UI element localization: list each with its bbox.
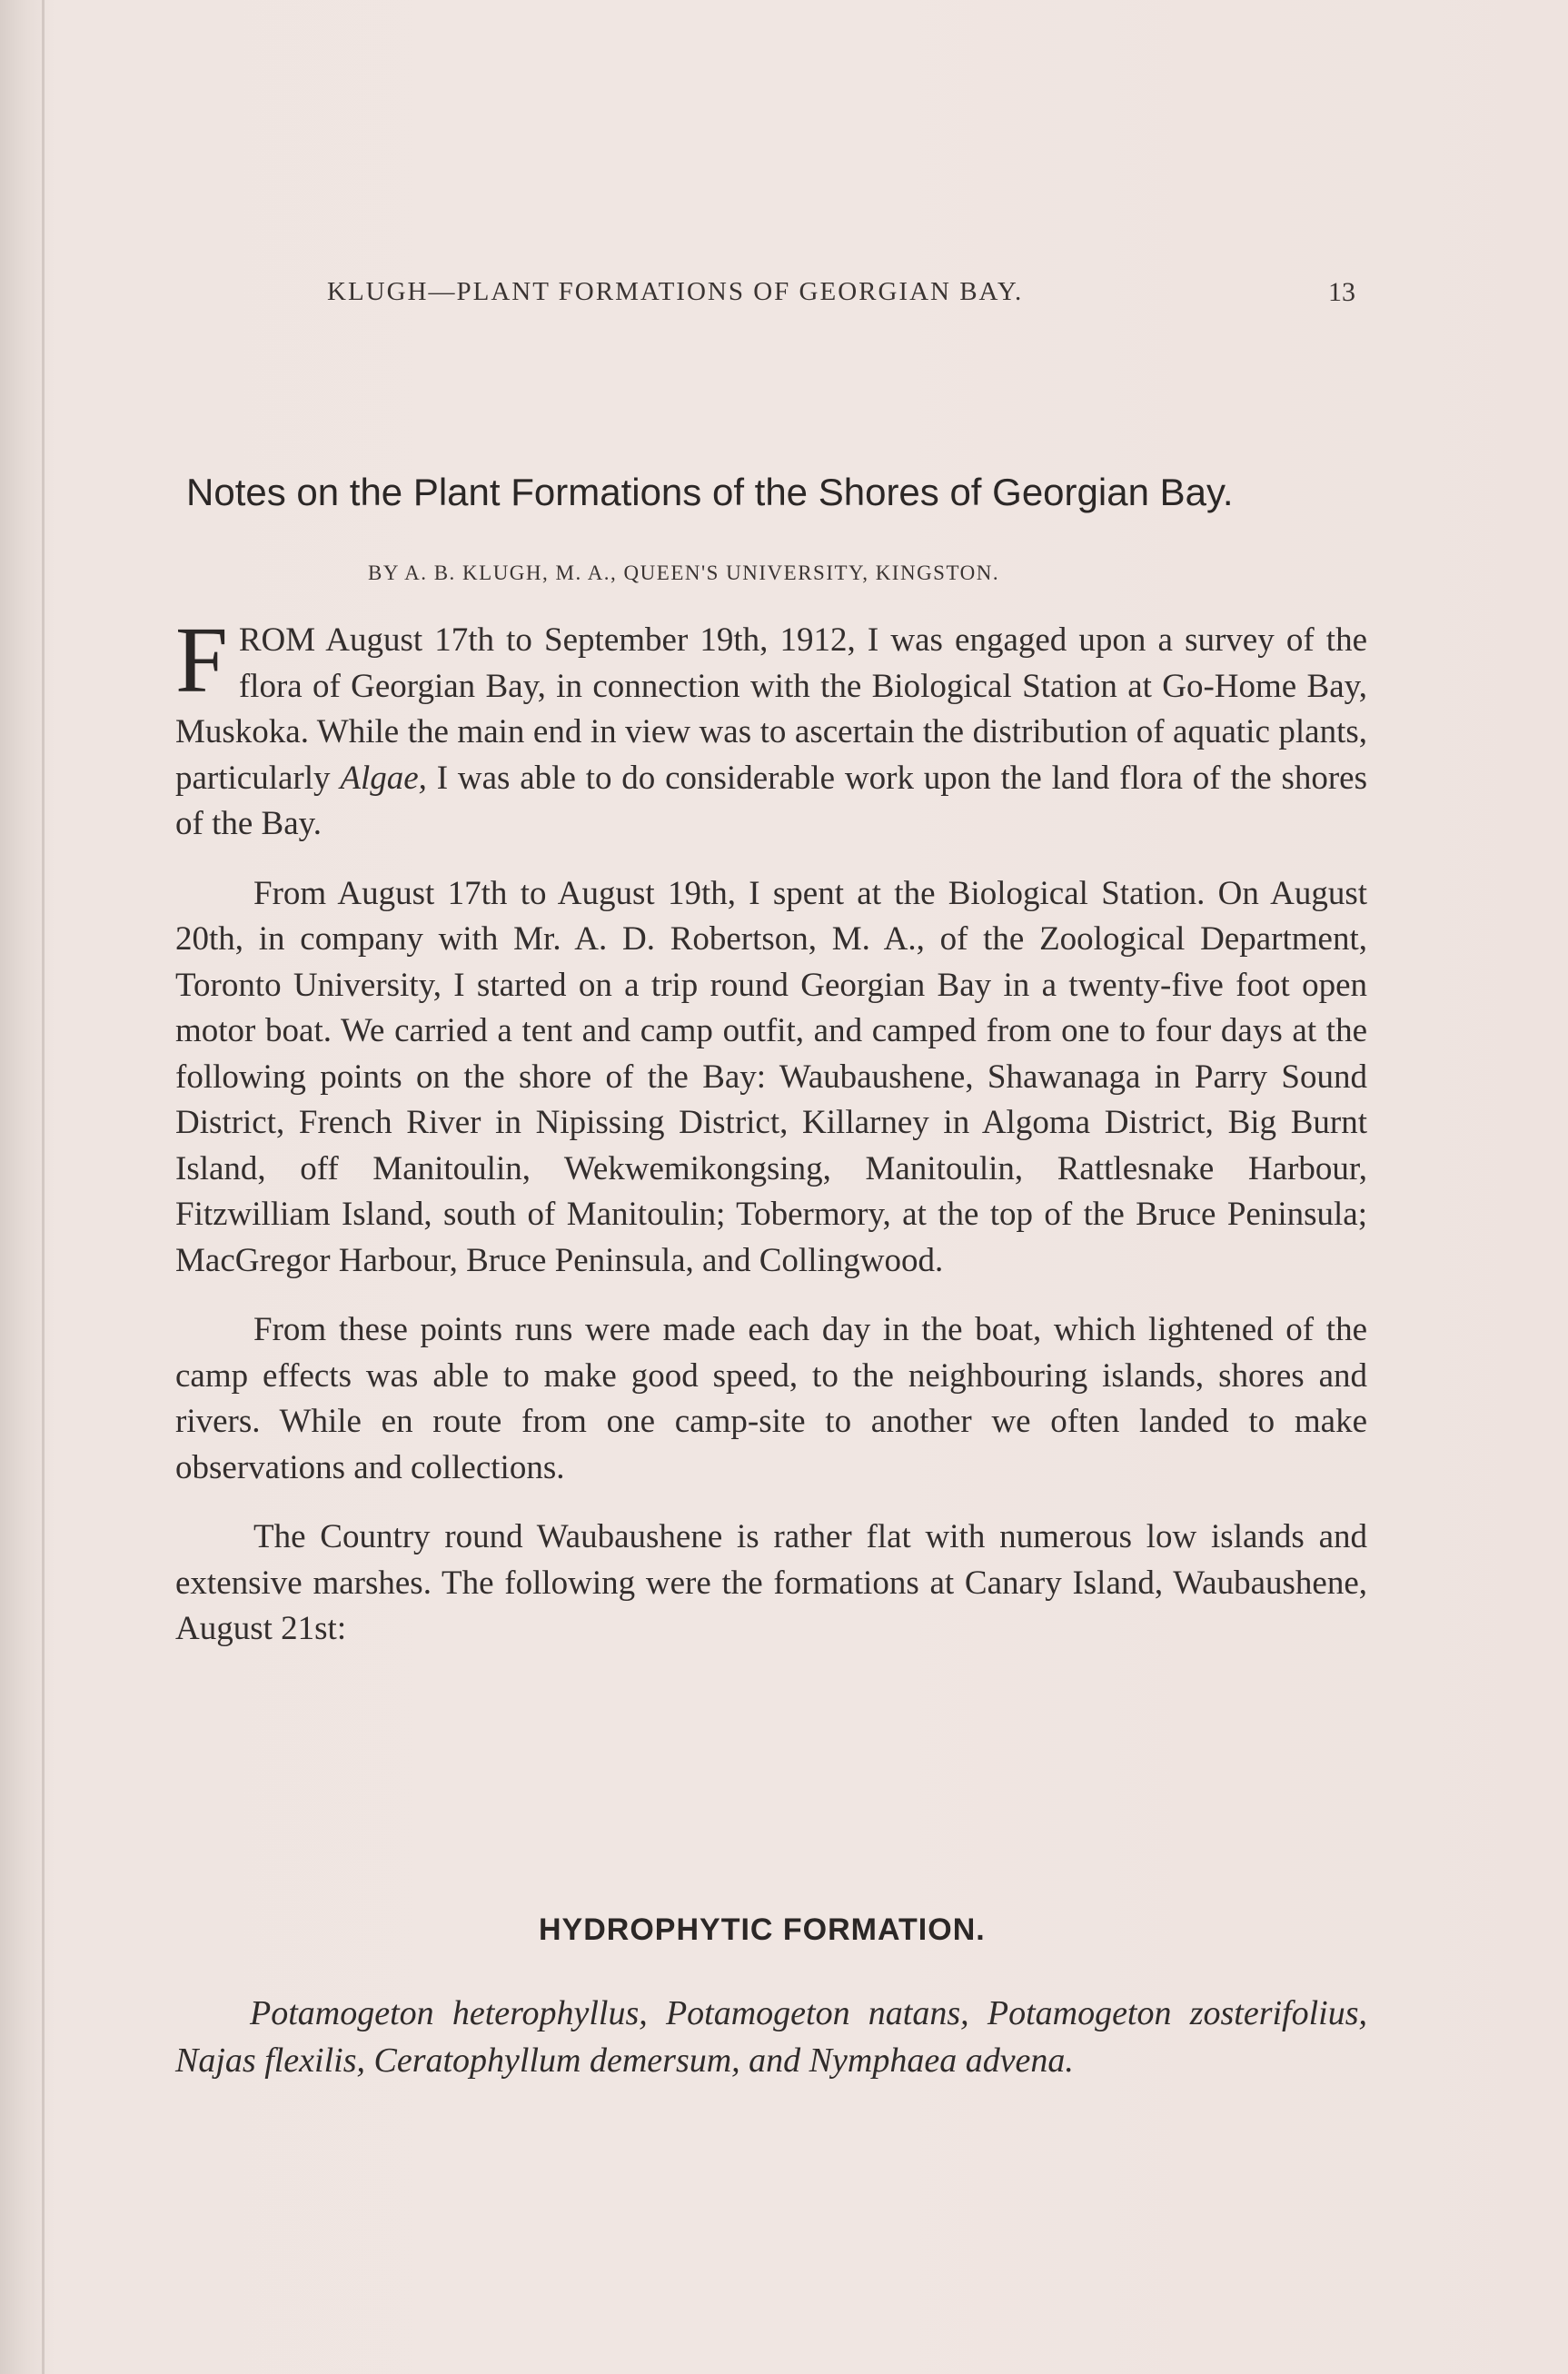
article-body: [175, 608, 1368, 1653]
paragraph-1-text-a: ROM August 17th to September 19th, 1912, I was engaged upon a survey of the flora of Georgian Bay, in connection with the Biological Station at Go-Home Bay, Muskoka. While the main end in view was to ascertain the distribution of aquatic plants, particularly: [175, 621, 1367, 797]
species-list: Potamogeton heterophyllus, Potamogeton natans, Potamogeton zosterifolius, Najas flexilis, Ceratophyllum demersum, and Nymphaea advena.: [175, 1994, 1367, 2080]
paragraph-3: From these points runs were made each day in the boat, which lightened of the camp effects was able to make good speed, to the neighbouring islands, shores and rivers. While en route from one camp-site to another we often landed to make observations and collections.: [175, 1311, 1367, 1486]
section-heading: HYDROPHYTIC FORMATION.: [539, 1912, 986, 1947]
paragraph-2: From August 17th to August 19th, I spent at the Biological Station. On August 20th, in company with Mr. A. D. Robertson, M. A., of the Zoological Department, Toronto University, I started on a trip round Georgian Bay in a twenty-five foot open motor boat. We carried a tent and camp outfit, and camped from one to four days at the following points on the shore of the Bay: Waubaushene, Shawanaga in Parry Sound District, French River in Nipissing District, Killarney in Algoma District, Big Burnt Island, off Manitoulin, Wekwemikongsing, Manitoulin, Rattlesnake Harbour, Fitzwilliam Island, south of Manitoulin; Tobermory, at the top of the Bruce Peninsula; MacGregor Harbour, Bruce Peninsula, and Collingwood.: [175, 874, 1367, 1279]
paragraph-1: [175, 608, 1368, 848]
paragraph-1-text-b: I was able to do considerable work upon the land flora of the shores of the Bay.: [175, 759, 1368, 842]
paragraph-4: The Country round Waubaushene is rather flat with numerous low islands and extensive marshes. The following were the formations at Canary Island, Waubaushene, August 21st:: [175, 1518, 1367, 1647]
paragraph-1-italic: Algae,: [340, 759, 427, 797]
author-byline: BY A. B. KLUGH, M. A., QUEEN'S UNIVERSITY, KINGSTON.: [368, 561, 1000, 584]
article-title: Notes on the Plant Formations of the Shores of Georgian Bay.: [186, 471, 1234, 513]
page-spine-edge: [42, 0, 45, 2374]
running-head: KLUGH—PLANT FORMATIONS OF GEORGIAN BAY.: [327, 277, 1024, 306]
drop-cap: F: [175, 608, 228, 712]
page-number: 13: [1328, 277, 1355, 307]
